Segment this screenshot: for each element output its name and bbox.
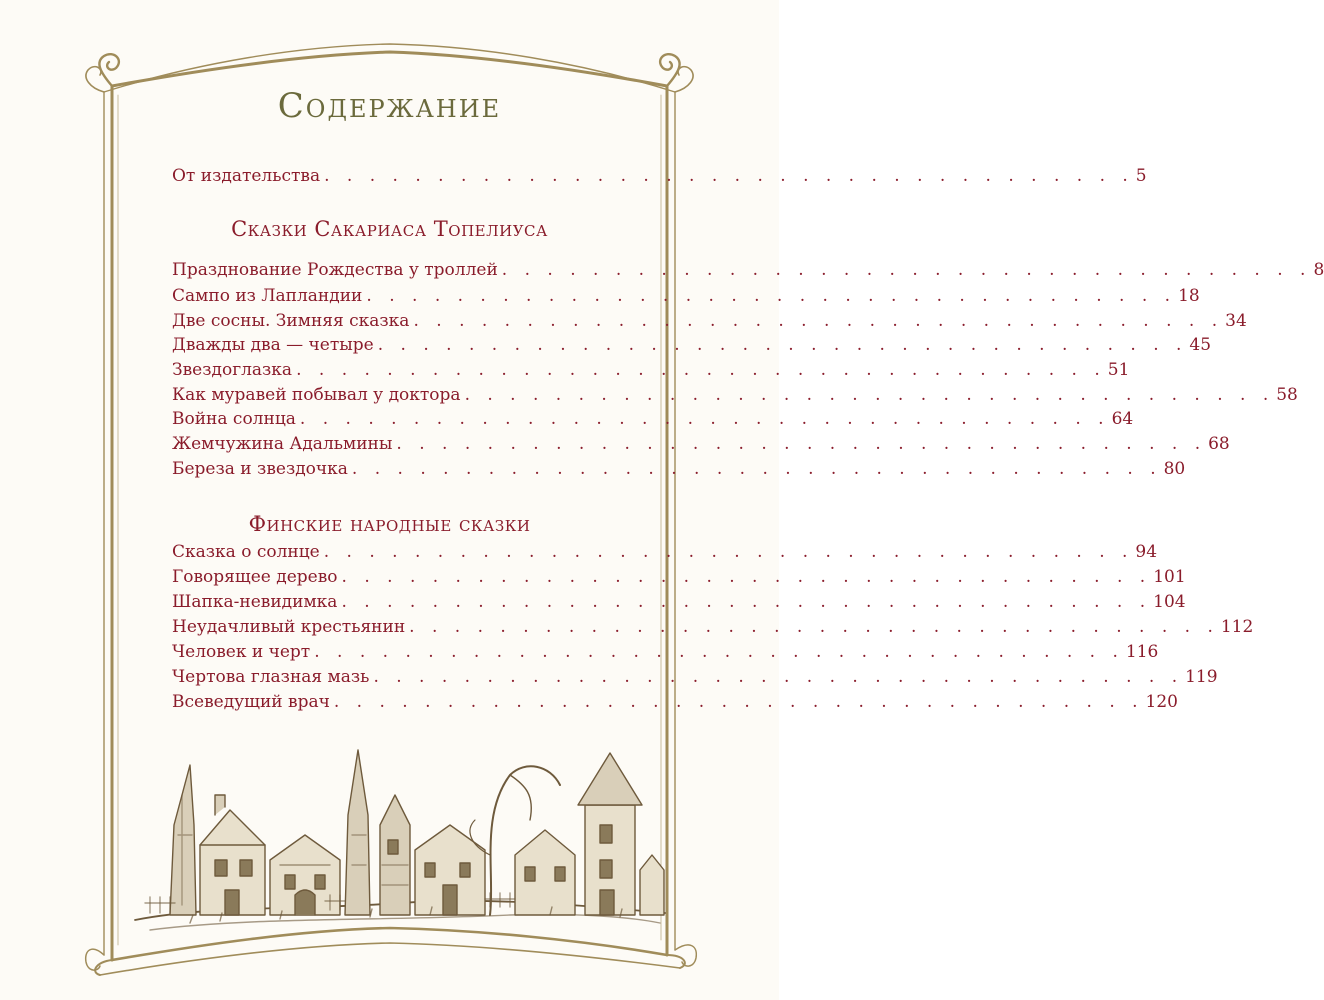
toc-entry-title: Две сосны. Зимняя сказка — [172, 311, 410, 331]
section-title: Финские народные сказки — [248, 512, 531, 536]
toc-entry[interactable] — [172, 164, 1147, 188]
toc-entry-title: Неудачливый крестьянин — [172, 617, 406, 637]
section-title: Сказки Сакариаса Топелиуса — [231, 217, 548, 241]
toc-entry[interactable] — [172, 565, 1186, 589]
toc-leader: . . . . . . . . . . . . . . . . . . . . . . . . . . . . . . . . . . . . — [377, 335, 1188, 355]
toc-entry-title: Сказка о солнце — [172, 542, 320, 562]
toc-entry[interactable] — [172, 284, 1200, 308]
toc-entry[interactable] — [172, 309, 1247, 333]
toc-entry[interactable] — [172, 615, 1254, 639]
toc-entry-page: 112 — [1220, 617, 1254, 637]
toc-entry-page: 80 — [1163, 459, 1186, 479]
toc-entry[interactable] — [172, 640, 1159, 664]
toc-entry[interactable] — [172, 590, 1186, 614]
page-title: Содержание — [277, 86, 502, 126]
toc-entry[interactable] — [172, 258, 1324, 282]
toc-entry-page: 104 — [1153, 592, 1186, 612]
toc-leader: . . . . . . . . . . . . . . . . . . . . . . . . . . . . . . . . . . . . — [323, 542, 1134, 562]
toc-entry-page: 51 — [1107, 360, 1130, 380]
toc-entry-title: Шапка-невидимка — [172, 592, 338, 612]
toc-entry-page: 8 — [1313, 260, 1324, 280]
toc-entry-page: 68 — [1208, 434, 1230, 454]
toc-entry-title: Празднование Рождества у троллей — [172, 260, 498, 280]
toc-entry[interactable] — [172, 432, 1230, 456]
toc-entry-page: 120 — [1145, 692, 1178, 712]
toc-entry[interactable] — [172, 665, 1218, 689]
toc-entry[interactable] — [172, 383, 1298, 407]
toc-leader: . . . . . . . . . . . . . . . . . . . . . . . . . . . . . . . . . . . . — [299, 409, 1110, 429]
toc-entry[interactable] — [172, 333, 1212, 357]
toc-leader: . . . . . . . . . . . . . . . . . . . . . . . . . . . . . . . . . . . . — [341, 567, 1152, 587]
toc-entry-page: 45 — [1189, 335, 1212, 355]
toc-leader: . . . . . . . . . . . . . . . . . . . . . . . . . . . . . . . . . . . . — [464, 385, 1275, 405]
toc-leader: . . . . . . . . . . . . . . . . . . . . . . . . . . . . . . . . . . . . — [324, 166, 1134, 186]
toc-entry-title: От издательства — [172, 166, 321, 186]
toc-entry-title: Чертова глазная мазь — [172, 667, 370, 687]
toc-entry-page: 94 — [1135, 542, 1158, 562]
toc-entry-title: Человек и черт — [172, 642, 311, 662]
toc-entry-title: Жемчужина Адальмины — [172, 434, 393, 454]
toc-entry-title: Сампо из Лапландии — [172, 286, 363, 306]
toc-entry[interactable] — [172, 540, 1158, 564]
toc-entry[interactable] — [172, 457, 1186, 481]
toc-entry-title: Всеведущий врач — [172, 692, 330, 712]
toc-entry-page: 101 — [1153, 567, 1186, 587]
toc-entry[interactable] — [172, 690, 1178, 714]
toc-entry-page: 34 — [1225, 311, 1247, 331]
toc-leader: . . . . . . . . . . . . . . . . . . . . . . . . . . . . . . . . . . . . — [501, 260, 1312, 280]
toc-entry-page: 5 — [1135, 166, 1147, 186]
toc-leader: . . . . . . . . . . . . . . . . . . . . . . . . . . . . . . . . . . . . — [341, 592, 1152, 612]
toc-entry-title: Звездоглазка — [172, 360, 293, 380]
toc-entry-page: 64 — [1111, 409, 1134, 429]
village-illustration-icon — [130, 735, 670, 965]
toc-entry-title: Говорящее дерево — [172, 567, 338, 587]
toc-entry-title: Береза и звездочка — [172, 459, 348, 479]
toc-entry-page: 58 — [1276, 385, 1298, 405]
toc-entry[interactable] — [172, 358, 1130, 382]
toc-leader: . . . . . . . . . . . . . . . . . . . . . . . . . . . . . . . . . . . . — [413, 311, 1224, 331]
toc-entry-title: Как муравей побывал у доктора — [172, 385, 461, 405]
toc-leader: . . . . . . . . . . . . . . . . . . . . . . . . . . . . . . . . . . . . — [409, 617, 1219, 637]
toc-entry-page: 18 — [1178, 286, 1200, 306]
toc-leader: . . . . . . . . . . . . . . . . . . . . . . . . . . . . . . . . . . . . — [373, 667, 1184, 687]
toc-leader: . . . . . . . . . . . . . . . . . . . . . . . . . . . . . . . . . . . . — [333, 692, 1144, 712]
toc-leader: . . . . . . . . . . . . . . . . . . . . . . . . . . . . . . . . . . . . — [396, 434, 1207, 454]
toc-entry-page: 116 — [1125, 642, 1159, 662]
toc-leader: . . . . . . . . . . . . . . . . . . . . . . . . . . . . . . . . . . . . — [351, 459, 1162, 479]
toc-entry-title: Дважды два — четыре — [172, 335, 374, 355]
toc-entry-page: 119 — [1185, 667, 1218, 687]
toc-leader: . . . . . . . . . . . . . . . . . . . . . . . . . . . . . . . . . . . . — [296, 360, 1106, 380]
toc-leader: . . . . . . . . . . . . . . . . . . . . . . . . . . . . . . . . . . . . — [314, 642, 1124, 662]
toc-entry-title: Война солнца — [172, 409, 296, 429]
toc-leader: . . . . . . . . . . . . . . . . . . . . . . . . . . . . . . . . . . . . — [366, 286, 1177, 306]
toc-entry[interactable] — [172, 407, 1134, 431]
